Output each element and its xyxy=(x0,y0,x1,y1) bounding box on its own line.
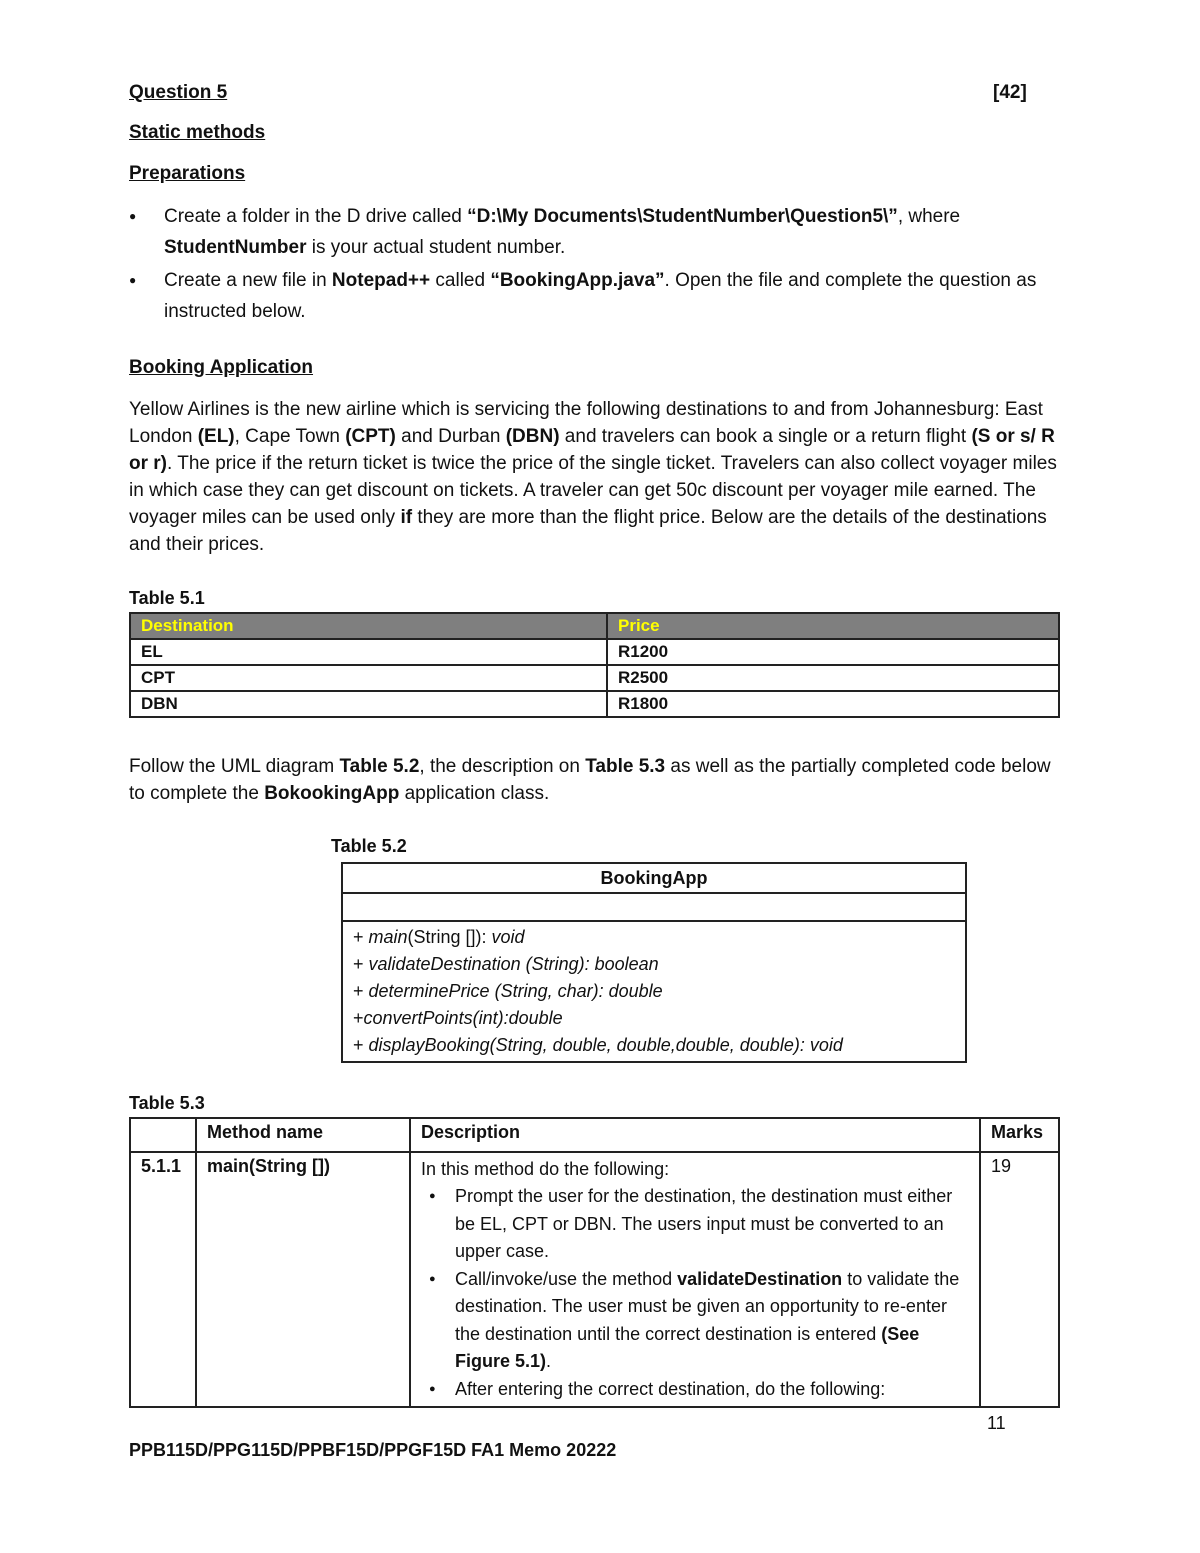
table-5-1-label: Table 5.1 xyxy=(129,588,205,608)
uml-attributes-section xyxy=(343,894,965,922)
table-header-row xyxy=(130,613,1059,639)
header-marks: Marks xyxy=(980,1118,1059,1152)
price-cell: R2500 xyxy=(607,665,1059,691)
intro-paragraph: Yellow Airlines is the new airline which is servicing the following destinations to and from Johannesburg: East London (EL), Cape Town (CPT) and Durban (DBN) and travelers can book a single or a return flight (S or s/ R or r). The price if the return ticket is twice the price of the single ticket. Travelers can also collect voyager miles in which case they can get discount on tickets. A traveler can get 50c discount per voyager mile earned. The voyager miles can be used only if they are more than the flight price. Below are the details of the destinations and their prices. xyxy=(129,399,1057,555)
destination-cell: EL xyxy=(130,639,607,665)
description-bullet-after: ● After entering the correct destination, do the following: xyxy=(421,1376,969,1404)
question-marks: [42] xyxy=(993,82,1027,103)
destination-price-table xyxy=(129,612,1060,718)
uml-method-main: + main(String []): void xyxy=(353,927,525,947)
table-row xyxy=(130,639,1059,665)
booking-application-heading: Booking Application xyxy=(129,357,314,378)
table-header-row xyxy=(130,1118,1059,1152)
question-title: Question 5 xyxy=(129,82,228,103)
section-preparations: Preparations xyxy=(129,163,246,184)
uml-method-display-booking: + displayBooking(String, double, double,double, double): void xyxy=(353,1035,843,1055)
description-intro: In this method do the following: xyxy=(421,1159,670,1179)
table-row xyxy=(130,665,1059,691)
description-bullet-prompt: ● Prompt the user for the destination, the destination must either be EL, CPT or DBN. The users input must be converted to an upper case. xyxy=(421,1183,969,1266)
section-static-methods: Static methods xyxy=(129,122,266,143)
price-cell: R1200 xyxy=(607,639,1059,665)
header-destination: Destination xyxy=(130,613,607,639)
uml-class-name: BookingApp xyxy=(343,864,965,894)
row-number: 5.1.1 xyxy=(130,1152,196,1407)
table-row xyxy=(130,691,1059,717)
uml-method-determine-price: + determinePrice (String, char): double xyxy=(353,981,663,1001)
table-row xyxy=(130,1152,1059,1407)
header-price: Price xyxy=(607,613,1059,639)
preparation-list xyxy=(129,201,1074,329)
header-number xyxy=(130,1118,196,1152)
row-description xyxy=(410,1152,980,1407)
uml-methods-section xyxy=(343,922,965,1061)
uml-method-validate-destination: + validateDestination (String): boolean xyxy=(353,954,659,974)
table-5-2-label: Table 5.2 xyxy=(331,836,407,856)
prep-bullet-file: ● Create a new file in Notepad++ called “BookingApp.java”. Open the file and complete the question as instructed below. xyxy=(129,265,1074,327)
price-cell: R1800 xyxy=(607,691,1059,717)
follow-instructions: Follow the UML diagram Table 5.2, the description on Table 5.3 as well as the partially completed code below to complete the BokookingApp application class. xyxy=(129,756,1051,804)
row-method-name: main(String []) xyxy=(196,1152,410,1407)
uml-method-convert-points: +convertPoints(int):double xyxy=(353,1008,563,1028)
destination-cell: CPT xyxy=(130,665,607,691)
prep-bullet-folder: ● Create a folder in the D drive called “D:\My Documents\StudentNumber\Question5\”, where StudentNumber is your actual student number. xyxy=(129,201,1074,263)
uml-class-diagram xyxy=(341,862,967,1063)
destination-cell: DBN xyxy=(130,691,607,717)
table-5-3-label: Table 5.3 xyxy=(129,1093,205,1113)
description-bullet-validate: ● Call/invoke/use the method validateDestination to validate the destination. The user must be given an opportunity to re-enter the destination until the correct destination is entered (See Figure 5.1). xyxy=(421,1266,969,1376)
method-description-table xyxy=(129,1117,1060,1408)
row-marks: 19 xyxy=(980,1152,1059,1407)
description-list xyxy=(421,1183,969,1403)
page-number: 11 xyxy=(987,1413,1006,1433)
header-description: Description xyxy=(410,1118,980,1152)
document-footer: PPB115D/PPG115D/PPBF15D/PPGF15D FA1 Memo 20222 xyxy=(129,1440,617,1460)
header-method-name: Method name xyxy=(196,1118,410,1152)
